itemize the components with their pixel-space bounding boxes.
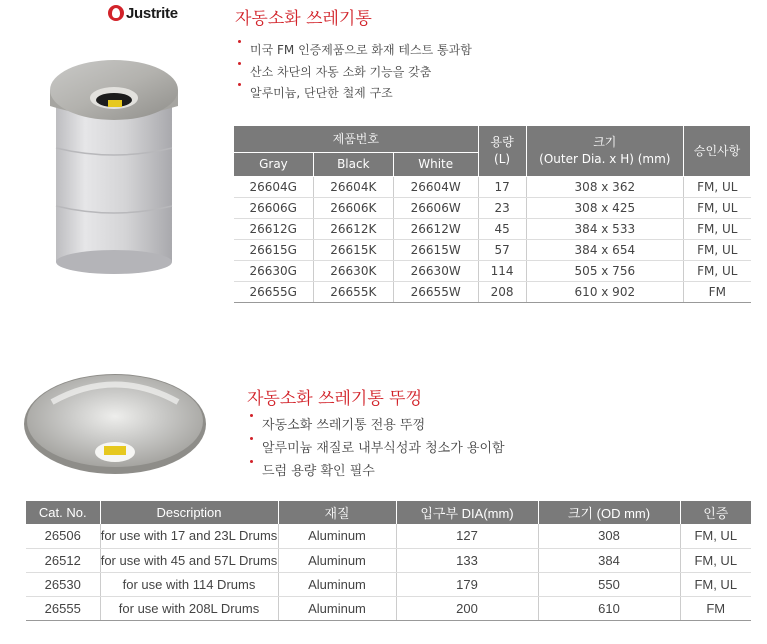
list-item: 알루미늄 재질로 내부식성과 청소가 용이함 [250, 437, 505, 460]
table-row: 26506 for use with 17 and 23L Drums Aluminum 127 308 FM, UL [26, 524, 751, 548]
table-row: 26604G 26604K 26604W 17 308 x 362 FM, UL [234, 176, 751, 197]
table-row: 26555 for use with 208L Drums Aluminum 200 610 FM [26, 596, 751, 620]
table-row: 26612G 26612K 26612W 45 384 x 533 FM, UL [234, 218, 751, 239]
list-item: 자동소화 쓰레기통 전용 뚜껑 [250, 414, 505, 437]
list-item: 미국 FM 인증제품으로 화재 테스트 통과함 [238, 40, 472, 62]
size-header: 크기 (Outer Dia. x H) (mm) [526, 126, 684, 176]
section-title-lid: 자동소화 쓰레기통 뚜껑 [247, 389, 423, 409]
certification-header: 인증 [680, 501, 751, 524]
bullet-list-can [238, 40, 472, 105]
safety-can-image [46, 40, 182, 290]
section-title-can: 자동소화 쓰레기통 [235, 9, 372, 29]
inlet-dia-header: 입구부 DIA(mm) [396, 501, 538, 524]
table-row: 26655G 26655K 26655W 208 610 x 902 FM [234, 281, 751, 302]
white-header: White [393, 152, 478, 176]
brand-logo [108, 4, 178, 22]
flame-icon [108, 5, 124, 21]
list-item: 알루미늄, 단단한 철제 구조 [238, 83, 472, 105]
table-row: 26630G 26630K 26630W 114 505 x 756 FM, UL [234, 260, 751, 281]
can-spec-table [233, 126, 751, 303]
black-header: Black [313, 152, 393, 176]
table-row: 26615G 26615K 26615W 57 384 x 654 FM, UL [234, 239, 751, 260]
gray-header: Gray [234, 152, 314, 176]
brand-name: Justrite [126, 4, 178, 22]
list-item: 드럼 용량 확인 필수 [250, 460, 505, 483]
capacity-header: 용량 (L) [478, 126, 526, 176]
approval-header: 승인사항 [684, 126, 751, 176]
table-row: 26530 for use with 114 Drums Aluminum 179 550 FM, UL [26, 572, 751, 596]
description-header: Description [100, 501, 278, 524]
product-number-header: 제품번호 [234, 126, 479, 152]
table-row: 26512 for use with 45 and 57L Drums Aluminum 133 384 FM, UL [26, 548, 751, 572]
safety-can-lid-image [22, 372, 208, 478]
cat-no-header: Cat. No. [26, 501, 100, 524]
od-size-header: 크기 (OD mm) [538, 501, 680, 524]
material-header: 재질 [278, 501, 396, 524]
lid-spec-table [26, 501, 751, 621]
list-item: 산소 차단의 자동 소화 기능을 갖춤 [238, 62, 472, 84]
table-row: 26606G 26606K 26606W 23 308 x 425 FM, UL [234, 197, 751, 218]
bullet-list-lid [250, 414, 505, 483]
